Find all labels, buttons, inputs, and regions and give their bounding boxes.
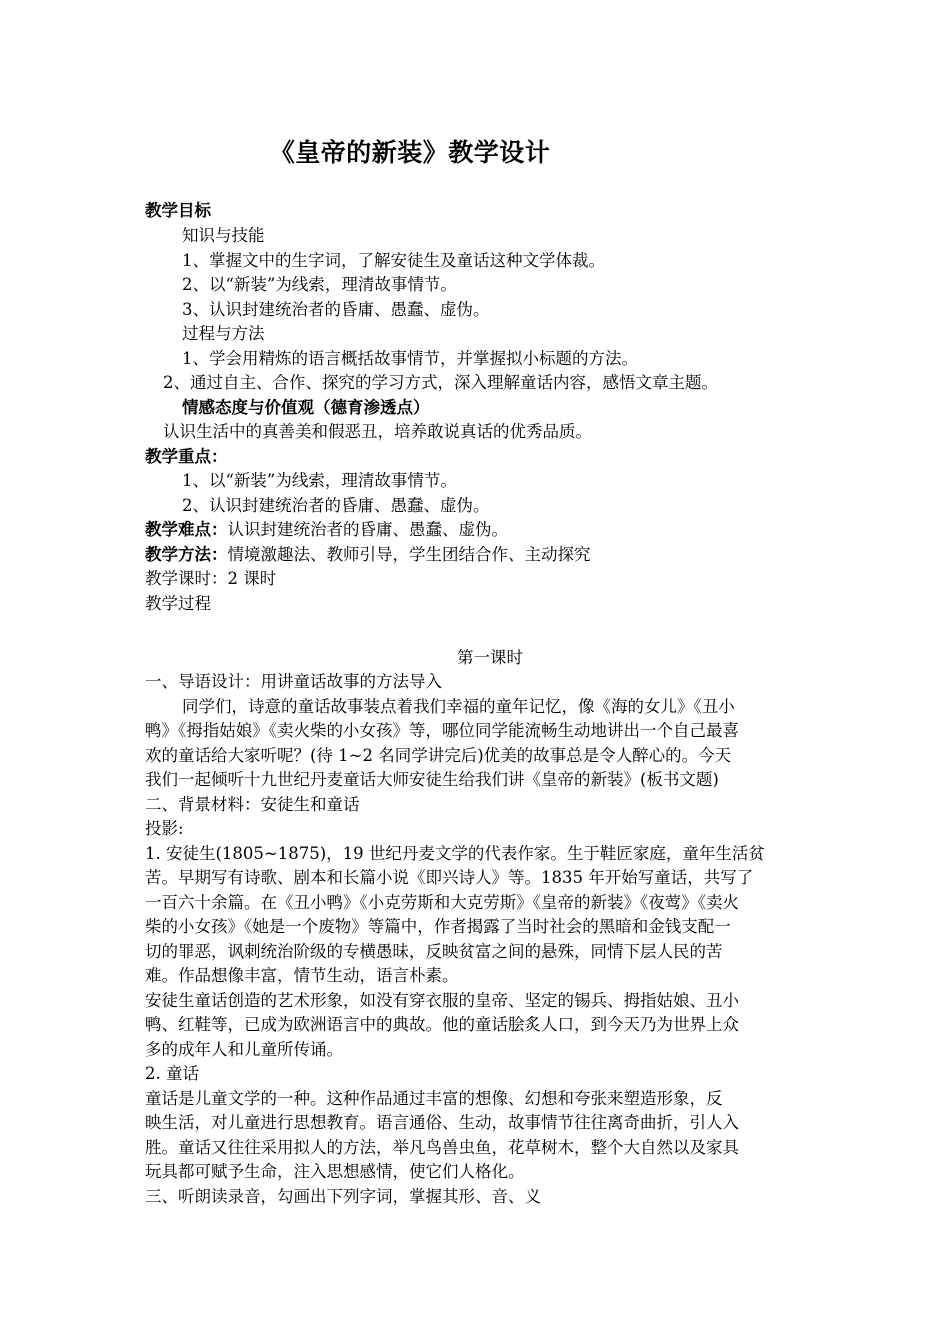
knowledge-item: 1、掌握文中的生字词，了解安徒生及童话这种文学体裁。 bbox=[182, 251, 605, 270]
key-point-item: 2、认识封建统治者的昏庸、愚蠢、虚伪。 bbox=[182, 496, 490, 515]
knowledge-item: 2、以“新装”为线索，理清故事情节。 bbox=[182, 275, 457, 294]
fairy-line: 童话是儿童文学的一种。这种作品通过丰富的想像、幻想和夸张来塑造形象，反 bbox=[145, 1089, 723, 1108]
intro-line: 欢的童话给大家听呢？(待 1~2 名同学讲完后)优美的故事总是令人醉心的。今天 bbox=[145, 746, 732, 765]
intro-line: 鸭》《拇指姑娘》《卖火柴的小女孩》等，哪位同学能流畅生动地讲出一个自己最喜 bbox=[145, 721, 739, 740]
listen-heading: 三、听朗读录音，勾画出下列字词，掌握其形、音、义 bbox=[145, 1187, 541, 1206]
key-point-item: 1、以“新装”为线索，理清故事情节。 bbox=[182, 471, 457, 490]
hours-line: 教学课时：2 课时 bbox=[145, 569, 277, 588]
background-heading: 二、背景材料：安徒生和童话 bbox=[145, 795, 360, 814]
andersen-line: 切的罪恶，讽刺统治阶级的专横愚昧，反映贫富之间的悬殊，同情下层人民的苦 bbox=[145, 942, 723, 961]
emotion-label: 情感态度与价值观（德育渗透点） bbox=[182, 398, 430, 417]
method-line bbox=[145, 543, 810, 568]
andersen-line: 柴的小女孩》《她是一个废物》等篇中，作者揭露了当时社会的黑暗和金钱支配一 bbox=[145, 917, 731, 936]
fairy-heading: 2. 童话 bbox=[145, 1064, 199, 1083]
difficulty-line bbox=[145, 518, 810, 543]
lesson-title: 第一课时 bbox=[457, 648, 523, 667]
andersen-line: 1. 安徒生(1805~1875)，19 世纪丹麦文学的代表作家。生于鞋匠家庭，童年生活贫 bbox=[145, 844, 765, 863]
andersen-line: 安徒生童话创造的艺术形象，如没有穿衣服的皇帝、坚定的锡兵、拇指姑娘、丑小 bbox=[145, 991, 739, 1010]
objectives-heading: 教学目标 bbox=[145, 201, 211, 220]
process-heading: 教学过程 bbox=[145, 594, 211, 613]
andersen-line: 一百六十余篇。在《丑小鸭》《小克劳斯和大克劳斯》《皇帝的新装》《夜莺》《卖火 bbox=[145, 893, 739, 912]
knowledge-label: 知识与技能 bbox=[182, 226, 265, 245]
emotion-text: 认识生活中的真善美和假恶丑，培养敢说真话的优秀品质。 bbox=[163, 422, 592, 441]
process-item: 1、学会用精炼的语言概括故事情节，并掌握拟小标题的方法。 bbox=[182, 349, 638, 368]
intro-heading: 一、导语设计：用讲童话故事的方法导入 bbox=[145, 672, 442, 691]
andersen-line: 难。作品想像丰富，情节生动，语言朴素。 bbox=[145, 966, 459, 985]
method-text: 情境激趣法、教师引导，学生团结合作、主动探究 bbox=[227, 545, 591, 564]
intro-line: 我们一起倾听十九世纪丹麦童话大师安徒生给我们讲《皇帝的新装》(板书文题) bbox=[145, 770, 719, 789]
difficulty-label: 教学难点： bbox=[145, 520, 228, 539]
andersen-line: 多的成年人和儿童所传诵。 bbox=[145, 1040, 343, 1059]
fairy-line: 玩具都可赋予生命，注入思想感情，使它们人格化。 bbox=[145, 1162, 525, 1181]
process-label: 过程与方法 bbox=[182, 324, 265, 343]
process-item: 2、通过自主、合作、探究的学习方式，深入理解童话内容，感悟文章主题。 bbox=[163, 373, 718, 392]
projection-label: 投影: bbox=[145, 819, 184, 838]
andersen-line: 苦。早期写有诗歌、剧本和长篇小说《即兴诗人》等。1835 年开始写童话，共写了 bbox=[145, 868, 754, 887]
intro-line: 同学们，诗意的童话故事装点着我们幸福的童年记忆，像《海的女儿》《丑小 bbox=[182, 697, 735, 716]
difficulty-text: 认识封建统治者的昏庸、愚蠢、虚伪。 bbox=[227, 520, 508, 539]
fairy-line: 胜。童话又往往采用拟人的方法，举凡鸟兽虫鱼，花草树木，整个大自然以及家具 bbox=[145, 1138, 739, 1157]
andersen-line: 鸭、红鞋等，已成为欧洲语言中的典故。他的童话脍炙人口，到今天乃为世界上众 bbox=[145, 1015, 739, 1034]
method-label: 教学方法： bbox=[145, 545, 228, 564]
knowledge-item: 3、认识封建统治者的昏庸、愚蠢、虚伪。 bbox=[182, 300, 490, 319]
key-points-heading: 教学重点： bbox=[145, 447, 228, 466]
fairy-line: 映生活，对儿童进行思想教育。语言通俗、生动，故事情节往往离奇曲折，引人入 bbox=[145, 1113, 739, 1132]
document-title: 《皇帝的新装》教学设计 bbox=[269, 138, 551, 167]
